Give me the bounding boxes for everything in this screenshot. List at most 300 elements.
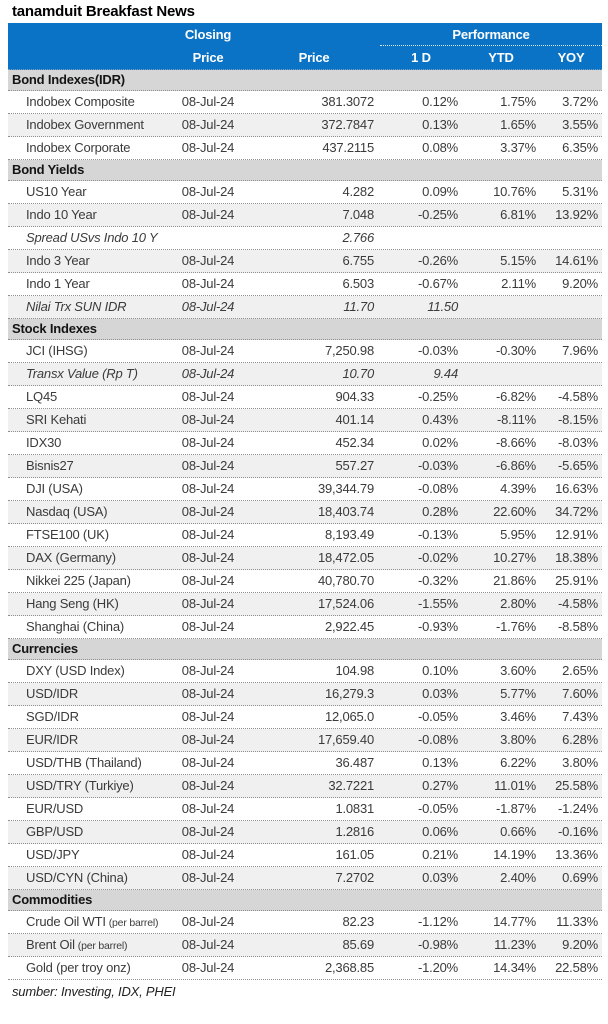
instrument-name-label: JCI (IHSG) — [26, 343, 88, 358]
instrument-name — [8, 363, 168, 385]
perf-ytd: -8.66% — [496, 435, 536, 450]
perf-yoy: 2.65% — [562, 663, 598, 678]
perf-ytd: 11.23% — [494, 937, 536, 952]
section-header — [8, 890, 602, 911]
closing-date: 08-Jul-24 — [181, 504, 235, 519]
instrument-name-label: USD/THB (Thailand) — [26, 755, 142, 770]
instrument-name — [8, 114, 168, 136]
instrument-name — [8, 911, 168, 934]
closing-date: 08-Jul-24 — [181, 207, 235, 222]
price-value: 104.98 — [335, 663, 374, 678]
perf-1d: -0.25% — [418, 389, 458, 404]
price-value: 401.14 — [335, 412, 374, 427]
table-row — [8, 91, 602, 114]
perf-ytd: 3.60% — [500, 663, 536, 678]
perf-yoy — [540, 227, 602, 249]
perf-ytd: 10.76% — [493, 184, 536, 199]
instrument-name — [8, 593, 168, 615]
perf-yoy: -5.65% — [558, 458, 598, 473]
closing-date: 08-Jul-24 — [181, 458, 235, 473]
closing-date: 08-Jul-24 — [181, 937, 235, 952]
perf-yoy: 18.38% — [555, 550, 598, 565]
perf-1d: 0.13% — [422, 117, 458, 132]
price-value: 10.70 — [342, 366, 374, 381]
table-row — [8, 478, 602, 501]
closing-date: 08-Jul-24 — [181, 117, 235, 132]
instrument-name — [8, 455, 168, 477]
closing-date: 08-Jul-24 — [181, 914, 235, 929]
perf-1d: 0.43% — [422, 412, 458, 427]
section-title: Commodities — [12, 892, 93, 907]
instrument-name — [8, 227, 168, 249]
perf-1d: -0.26% — [418, 253, 458, 268]
instrument-name-label: EUR/USD — [26, 801, 84, 816]
instrument-name-label: Indobex Government — [26, 117, 144, 132]
instrument-name-label: USD/JPY — [26, 847, 80, 862]
table-row — [8, 386, 602, 409]
price-value: 7.2702 — [335, 870, 374, 885]
instrument-name — [8, 432, 168, 454]
instrument-name — [8, 821, 168, 843]
perf-ytd: 10.27% — [493, 550, 536, 565]
instrument-name-label: SRI Kehati — [26, 412, 87, 427]
perf-ytd: 5.15% — [500, 253, 536, 268]
perf-1d: 11.50 — [427, 299, 458, 314]
price-value: 904.33 — [335, 389, 374, 404]
table-row — [8, 867, 602, 890]
instrument-name — [8, 137, 168, 159]
perf-yoy: 25.58% — [555, 778, 598, 793]
closing-header-top: Closing — [184, 27, 232, 42]
perf-1d: 0.21% — [422, 847, 458, 862]
section-title: Currencies — [12, 641, 78, 656]
perf-yoy: 16.63% — [555, 481, 598, 496]
closing-header-bottom: Price — [192, 50, 224, 65]
closing-date: 08-Jul-24 — [181, 481, 235, 496]
instrument-name — [8, 660, 168, 682]
instrument-name-label: EUR/IDR — [26, 732, 79, 747]
instrument-name-suffix: (per barrel) — [108, 917, 159, 929]
table-row — [8, 752, 602, 775]
perf-ytd: -1.87% — [496, 801, 536, 816]
price-value: 4.282 — [342, 184, 374, 199]
instrument-name-label: DXY (USD Index) — [26, 663, 125, 678]
price-value: 17,659.40 — [317, 732, 374, 747]
closing-date: 08-Jul-24 — [181, 573, 235, 588]
perf-1d: -0.13% — [418, 527, 458, 542]
perf-1d: -0.32% — [418, 573, 458, 588]
perf-ytd: 22.60% — [493, 504, 536, 519]
instrument-name — [8, 386, 168, 408]
instrument-name-label: IDX30 — [26, 435, 62, 450]
perf-yoy: -4.58% — [558, 596, 598, 611]
closing-date: 08-Jul-24 — [181, 709, 235, 724]
page-title: tanamduit Breakfast News — [12, 3, 195, 20]
perf-ytd: -0.30% — [496, 343, 536, 358]
perf-1d: -0.03% — [418, 458, 458, 473]
perf-1d: -1.20% — [418, 960, 458, 975]
table-row — [8, 227, 602, 250]
table-row — [8, 911, 602, 934]
perf-yoy: 34.72% — [555, 504, 598, 519]
instrument-name-label: Spread USvs Indo 10 Y — [26, 230, 158, 245]
price-column-header: Price — [298, 50, 330, 65]
instrument-name — [8, 729, 168, 751]
closing-date: 08-Jul-24 — [181, 253, 235, 268]
perf-yoy — [540, 296, 602, 318]
instrument-name-label: Indobex Corporate — [26, 140, 131, 155]
section-title: Bond Yields — [12, 162, 85, 177]
perf-ytd: -1.76% — [496, 619, 536, 634]
perf-yoy: 22.58% — [555, 960, 598, 975]
price-value: 2,368.85 — [324, 960, 374, 975]
perf-ytd: 4.39% — [500, 481, 536, 496]
closing-date — [168, 227, 248, 249]
instrument-name-label: Indo 10 Year — [26, 207, 97, 222]
price-value: 437.2115 — [322, 140, 374, 155]
instrument-name — [8, 273, 168, 295]
instrument-name-label: Bisnis27 — [26, 458, 74, 473]
perf-ytd: 2.80% — [500, 596, 536, 611]
perf-1d: 0.03% — [422, 870, 458, 885]
perf-1d: -0.98% — [418, 937, 458, 952]
price-value: 6.503 — [342, 276, 374, 291]
perf-ytd: 3.37% — [500, 140, 536, 155]
instrument-name-label: Nasdaq (USA) — [26, 504, 108, 519]
instrument-name — [8, 524, 168, 546]
closing-date: 08-Jul-24 — [181, 619, 235, 634]
closing-date: 08-Jul-24 — [181, 343, 235, 358]
table-header — [8, 23, 602, 70]
perf-1d: 9.44 — [433, 366, 458, 381]
perf-ytd: 14.19% — [493, 847, 536, 862]
closing-date: 08-Jul-24 — [181, 870, 235, 885]
closing-date: 08-Jul-24 — [181, 755, 235, 770]
perf-ytd: 6.22% — [500, 755, 536, 770]
table-row — [8, 501, 602, 524]
perf-1d: -0.05% — [418, 801, 458, 816]
table-row — [8, 821, 602, 844]
table-row — [8, 181, 602, 204]
closing-date: 08-Jul-24 — [181, 366, 235, 381]
perf-yoy: 11.33% — [556, 914, 598, 929]
closing-date: 08-Jul-24 — [181, 184, 235, 199]
instrument-name — [8, 706, 168, 728]
instrument-name — [8, 91, 168, 113]
instrument-name-label: USD/CYN (China) — [26, 870, 128, 885]
instrument-name-label: LQ45 — [26, 389, 58, 404]
perf-1d: 0.09% — [422, 184, 458, 199]
price-value: 372.7847 — [321, 117, 374, 132]
perf-ytd: -6.82% — [496, 389, 536, 404]
price-value: 36.487 — [335, 755, 374, 770]
closing-date: 08-Jul-24 — [181, 801, 235, 816]
price-value: 2,922.45 — [324, 619, 374, 634]
instrument-name — [8, 501, 168, 523]
instrument-name-label: DJI (USA) — [26, 481, 83, 496]
price-value: 82.23 — [342, 914, 374, 929]
instrument-name-label: GBP/USD — [26, 824, 84, 839]
instrument-name — [8, 798, 168, 820]
source-note: sumber: Investing, IDX, PHEI — [12, 984, 176, 999]
instrument-name — [8, 181, 168, 203]
perf-yoy: -0.16% — [558, 824, 598, 839]
instrument-name-label: Nilai Trx SUN IDR — [26, 299, 127, 314]
perf-yoy: 3.72% — [562, 94, 598, 109]
perf-1d: -1.12% — [418, 914, 458, 929]
perf-ytd — [462, 363, 540, 385]
price-value: 18,403.74 — [317, 504, 374, 519]
perf-yoy: 6.28% — [562, 732, 598, 747]
perf-ytd: 21.86% — [493, 573, 536, 588]
closing-date: 08-Jul-24 — [181, 550, 235, 565]
perf-1d: 0.02% — [422, 435, 458, 450]
perf-1d: -0.93% — [418, 619, 458, 634]
perf-1d: -0.02% — [418, 550, 458, 565]
perf-yoy: 3.55% — [562, 117, 598, 132]
perf-yoy: -8.15% — [558, 412, 598, 427]
instrument-name-suffix: (per barrel) — [77, 940, 128, 952]
perf-1d: -0.03% — [418, 343, 458, 358]
perf-yoy: -8.58% — [558, 619, 598, 634]
perf-yoy: 25.91% — [555, 573, 598, 588]
perf-1d: 0.06% — [422, 824, 458, 839]
perf-1d: 0.10% — [422, 663, 458, 678]
closing-date: 08-Jul-24 — [181, 276, 235, 291]
table-row — [8, 296, 602, 319]
price-value: 7,250.98 — [324, 343, 374, 358]
perf-ytd: 1.65% — [500, 117, 536, 132]
table-row — [8, 683, 602, 706]
price-value: 1.0831 — [335, 801, 374, 816]
table-row — [8, 363, 602, 386]
price-value: 2.766 — [342, 230, 374, 245]
instrument-name-label: Brent Oil — [26, 937, 75, 952]
perf-ytd: -6.86% — [496, 458, 536, 473]
instrument-name — [8, 934, 168, 957]
perf-ytd: 5.95% — [500, 527, 536, 542]
perf-yoy: 0.69% — [562, 870, 598, 885]
perf-ytd: -8.11% — [496, 412, 536, 427]
instrument-name — [8, 844, 168, 866]
perf-ytd: 14.77% — [493, 914, 536, 929]
table-row — [8, 204, 602, 227]
instrument-name — [8, 683, 168, 705]
instrument-name-label: Crude Oil WTI — [26, 914, 106, 929]
price-value: 8,193.49 — [324, 527, 374, 542]
price-value: 557.27 — [335, 458, 374, 473]
table-row — [8, 114, 602, 137]
instrument-name — [8, 547, 168, 569]
instrument-name-label: Indo 3 Year — [26, 253, 90, 268]
perf-yoy — [540, 363, 602, 385]
instrument-name — [8, 340, 168, 362]
perf-yoy: 3.80% — [562, 755, 598, 770]
price-value: 16,279.3 — [324, 686, 374, 701]
instrument-name-label: Shanghai (China) — [26, 619, 124, 634]
instrument-name-label: Indo 1 Year — [26, 276, 90, 291]
perf-yoy: 5.31% — [562, 184, 598, 199]
perf-ytd: 1.75% — [500, 94, 536, 109]
table-row — [8, 137, 602, 160]
section-header — [8, 70, 602, 91]
perf-ytd: 0.66% — [500, 824, 536, 839]
section-header — [8, 160, 602, 181]
table-row — [8, 340, 602, 363]
one-day-column-header: 1 D — [411, 50, 431, 65]
perf-1d: 0.28% — [422, 504, 458, 519]
perf-ytd: 3.80% — [500, 732, 536, 747]
closing-date: 08-Jul-24 — [181, 140, 235, 155]
price-value: 11.70 — [343, 299, 374, 314]
instrument-name-label: USD/TRY (Turkiye) — [26, 778, 134, 793]
closing-date: 08-Jul-24 — [181, 847, 235, 862]
instrument-name — [8, 775, 168, 797]
perf-1d: -0.08% — [418, 732, 458, 747]
instrument-name — [8, 409, 168, 431]
closing-date: 08-Jul-24 — [181, 596, 235, 611]
perf-1d: 0.27% — [422, 778, 458, 793]
instrument-name-label: Gold (per troy onz) — [26, 960, 131, 975]
performance-header — [380, 23, 602, 46]
perf-yoy: 13.92% — [555, 207, 598, 222]
instrument-name — [8, 616, 168, 638]
closing-date: 08-Jul-24 — [181, 778, 235, 793]
perf-1d: -0.05% — [418, 709, 458, 724]
table-row — [8, 409, 602, 432]
price-value: 40,780.70 — [317, 573, 374, 588]
instrument-name-label: USD/IDR — [26, 686, 79, 701]
closing-date: 08-Jul-24 — [181, 412, 235, 427]
yoy-column-header: YOY — [557, 50, 585, 65]
perf-1d: 0.12% — [422, 94, 458, 109]
perf-ytd: 5.77% — [500, 686, 536, 701]
perf-ytd: 2.40% — [500, 870, 536, 885]
perf-1d — [380, 227, 462, 249]
perf-ytd: 14.34% — [493, 960, 536, 975]
instrument-name — [8, 250, 168, 272]
perf-yoy: 14.61% — [555, 253, 598, 268]
price-value: 85.69 — [342, 937, 374, 952]
perf-yoy: -4.58% — [558, 389, 598, 404]
closing-date: 08-Jul-24 — [181, 94, 235, 109]
closing-date: 08-Jul-24 — [181, 527, 235, 542]
price-value: 12,065.0 — [324, 709, 374, 724]
table-row — [8, 455, 602, 478]
price-value: 381.3072 — [321, 94, 374, 109]
table-row — [8, 250, 602, 273]
table-row — [8, 729, 602, 752]
closing-date: 08-Jul-24 — [181, 824, 235, 839]
table-row — [8, 616, 602, 639]
perf-ytd: 3.46% — [500, 709, 536, 724]
instrument-name-label: Hang Seng (HK) — [26, 596, 119, 611]
table-row — [8, 524, 602, 547]
price-value: 17,524.06 — [317, 596, 374, 611]
table-body — [8, 70, 602, 980]
instrument-name-label: US10 Year — [26, 184, 87, 199]
instrument-name-label: Nikkei 225 (Japan) — [26, 573, 131, 588]
perf-1d: 0.03% — [422, 686, 458, 701]
perf-yoy: 12.91% — [555, 527, 598, 542]
perf-yoy: 9.20% — [562, 276, 598, 291]
instrument-name — [8, 957, 168, 979]
perf-yoy: 13.36% — [555, 847, 598, 862]
instrument-name — [8, 570, 168, 592]
instrument-name — [8, 296, 168, 318]
perf-1d: -0.08% — [418, 481, 458, 496]
price-value: 452.34 — [335, 435, 374, 450]
section-title: Bond Indexes(IDR) — [12, 72, 125, 87]
table-row — [8, 706, 602, 729]
closing-date: 08-Jul-24 — [181, 960, 235, 975]
instrument-name — [8, 204, 168, 226]
perf-yoy: 7.96% — [562, 343, 598, 358]
section-header — [8, 319, 602, 340]
perf-yoy: -1.24% — [558, 801, 598, 816]
perf-ytd: 6.81% — [500, 207, 536, 222]
ytd-column-header: YTD — [488, 50, 514, 65]
closing-date: 08-Jul-24 — [181, 435, 235, 450]
instrument-name — [8, 752, 168, 774]
price-value: 6.755 — [342, 253, 374, 268]
perf-ytd — [462, 227, 540, 249]
price-value: 32.7221 — [328, 778, 374, 793]
table-row — [8, 775, 602, 798]
perf-yoy: 9.20% — [562, 937, 598, 952]
price-value: 161.05 — [335, 847, 374, 862]
price-value: 7.048 — [342, 207, 374, 222]
perf-yoy: -8.03% — [558, 435, 598, 450]
instrument-name — [8, 478, 168, 500]
table-row — [8, 273, 602, 296]
instrument-name — [8, 867, 168, 889]
table-row — [8, 593, 602, 616]
instrument-name-label: FTSE100 (UK) — [26, 527, 109, 542]
closing-date: 08-Jul-24 — [181, 389, 235, 404]
table-row — [8, 432, 602, 455]
perf-1d: 0.08% — [422, 140, 458, 155]
perf-yoy: 6.35% — [562, 140, 598, 155]
section-title: Stock Indexes — [12, 321, 97, 336]
instrument-name-label: SGD/IDR — [26, 709, 79, 724]
instrument-name-label: Transx Value (Rp T) — [26, 366, 138, 381]
table-row — [8, 547, 602, 570]
table-row — [8, 570, 602, 593]
perf-1d: -1.55% — [418, 596, 458, 611]
table-row — [8, 957, 602, 980]
table-row — [8, 798, 602, 821]
closing-date: 08-Jul-24 — [181, 663, 235, 678]
perf-yoy: 7.60% — [562, 686, 598, 701]
price-value: 18,472.05 — [317, 550, 374, 565]
instrument-name-label: Indobex Composite — [26, 94, 135, 109]
section-header — [8, 639, 602, 660]
perf-ytd: 11.01% — [494, 778, 536, 793]
closing-date: 08-Jul-24 — [181, 686, 235, 701]
perf-ytd: 2.11% — [501, 276, 536, 291]
price-value: 1.2816 — [335, 824, 374, 839]
table-row — [8, 660, 602, 683]
closing-date: 08-Jul-24 — [181, 299, 235, 314]
performance-header-label: Performance — [452, 26, 530, 42]
perf-1d: -0.25% — [418, 207, 458, 222]
closing-date: 08-Jul-24 — [181, 732, 235, 747]
perf-1d: -0.67% — [418, 276, 458, 291]
perf-1d: 0.13% — [422, 755, 458, 770]
perf-yoy: 7.43% — [562, 709, 598, 724]
data-table — [8, 23, 602, 980]
